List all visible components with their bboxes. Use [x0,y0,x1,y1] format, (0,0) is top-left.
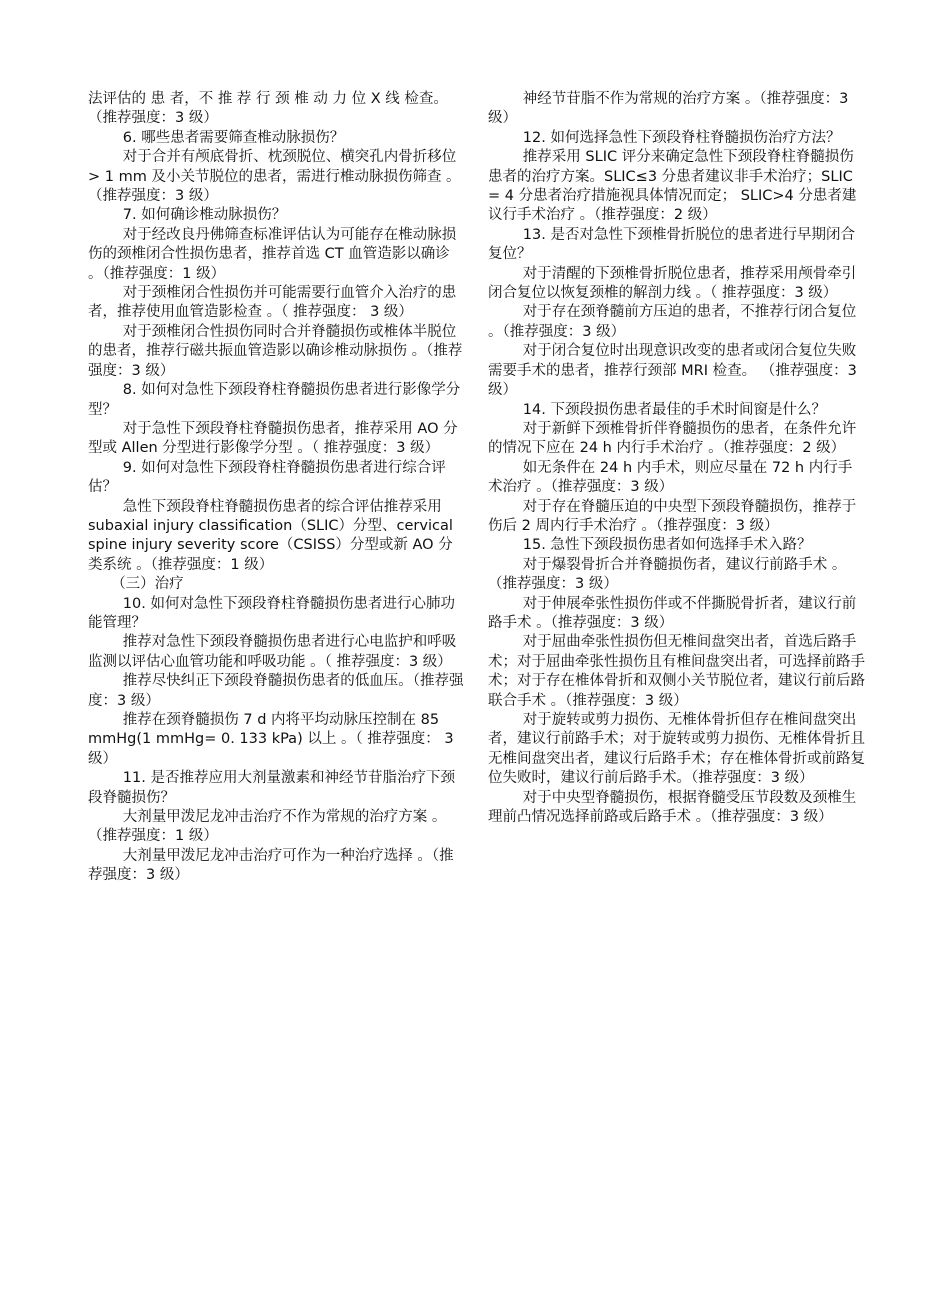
left-column [88,90,466,886]
body-paragraph: 推荐在颈脊髓损伤 7 d 内将平均动脉压控制在 85 mmHg(1 mmHg= 0. 133 kPa) 以上 。（ 推荐强度： 3 级） [88,712,454,767]
body-paragraph: 大剂量甲泼尼龙冲击治疗不作为常规的治疗方案 。（推荐强度：1 级） [88,809,447,845]
body-paragraph: 对于闭合复位时出现意识改变的患者或闭合复位失败需要手术的患者，推荐行颈部 MRI 检查。 （推荐强度：3 级） [488,343,857,399]
body-paragraph: 推荐对急性下颈段脊髓损伤患者进行心电监护和呼吸监测以评估心血管功能和呼吸功能 。（ 推荐强度：3 级） [88,634,457,670]
body-paragraph: 对于存在脊髓压迫的中央型下颈段脊髓损伤，推荐于伤后 2 周内行手术治疗 。（推荐强度：3 级） [488,498,857,534]
body-paragraph: 对于新鲜下颈椎骨折伴脊髓损伤的患者，在条件允许的情况下应在 24 h 内行手术治疗 。（推荐强度：2 级） [488,420,857,457]
section-heading: （三）治疗 [111,576,184,593]
question-heading: 9. 如何对急性下颈段脊柱脊髓损伤患者进行综合评估？ [88,459,446,496]
body-paragraph: 对于经改良丹佛筛查标准评估认为可能存在椎动脉损伤的颈椎闭合性损伤患者，推荐首选 CT 血管造影以确诊 。（推荐强度：1 级） [88,226,457,282]
body-paragraph: 大剂量甲泼尼龙冲击治疗可作为一种治疗选择 。（推荐强度：3 级） [88,847,454,884]
question-heading: 14. 下颈段损伤患者最佳的手术时间窗是什么？ [522,401,826,418]
body-paragraph: 对于合并有颅底骨折、枕颈脱位、横突孔内骨折移位 > 1 mm 及小关节脱位的患者，需进行椎动脉损伤筛查 。（推荐强度：3 级） [88,149,461,205]
question-heading: 13. 是否对急性下颈椎骨折脱位的患者进行早期闭合复位？ [488,226,855,263]
right-column [488,90,866,827]
body-paragraph: 急性下颈段脊柱脊髓损伤患者的综合评估推荐采用 subaxial injury classification（SLIC）分型、cervical spine injury severity score（CSISS）分型或新 AO 分类系统 。（推荐强度：1 级） [88,498,453,573]
body-paragraph: 对于旋转或剪力损伤、无椎体骨折但存在椎间盘突出者，建议行前路手术；对于旋转或剪力损伤、无椎体骨折且无椎间盘突出者，建议行后路手术；存在椎体骨折或前路复位失败时，建议行前后路手术。（推荐强度：3 级） [488,712,865,787]
continued-paragraph: 法评估的 患 者，不 推 荐 行 颈 椎 动 力 位 X 线 检查。 （推荐强度：3 级） [88,91,448,127]
question-heading: 6. 哪些患者需要筛查椎动脉损伤？ [122,129,345,146]
body-paragraph: 神经节苷脂不作为常规的治疗方案 。（推荐强度：3 级） [488,91,849,127]
question-heading: 11. 是否推荐应用大剂量激素和神经节苷脂治疗下颈段脊髓损伤？ [88,770,455,806]
body-paragraph: 对于颈椎闭合性损伤同时合并脊髓损伤或椎体半脱位的患者，推荐行磁共振血管造影以确诊椎动脉损伤 。（推荐强度：3 级） [88,323,463,379]
body-paragraph: 推荐采用 SLIC 评分来确定急性下颈段脊柱脊髓损伤患者的治疗方案。SLIC≤3 分患者建议非手术治疗；SLIC = 4 分患者治疗措施视具体情况而定； SLIC>4 分患者建议行手术治疗 。（推荐强度：2 级） [488,149,857,224]
question-heading: 10. 如何对急性下颈段脊柱脊髓损伤患者进行心肺功能管理？ [88,595,455,631]
question-heading: 8. 如何对急性下颈段脊柱脊髓损伤患者进行影像学分型？ [88,382,461,418]
body-paragraph: 对于颈椎闭合性损伤并可能需要行血管介入治疗的患者，推荐使用血管造影检查 。（ 推荐强度： 3 级） [88,285,457,321]
question-heading: 12. 如何选择急性下颈段脊柱脊髓损伤治疗方法？ [522,129,841,146]
body-paragraph: 对于爆裂骨折合并脊髓损伤者，建议行前路手术 。（推荐强度：3 级） [488,556,847,593]
question-heading: 15. 急性下颈段损伤患者如何选择手术入路？ [522,537,812,554]
body-paragraph: 对于屈曲牵张性损伤但无椎间盘突出者，首选后路手术；对于屈曲牵张性损伤且有椎间盘突出者，可选择前路手术；对于存在椎体骨折和双侧小关节脱位者，建议行前后路联合手术 。（推荐强度：3 级） [488,634,865,709]
body-paragraph: 对于存在颈脊髓前方压迫的患者，不推荐行闭合复位 。（推荐强度：3 级） [488,304,857,340]
body-paragraph: 对于中央型脊髓损伤，根据脊髓受压节段数及颈椎生理前凸情况选择前路或后路手术 。（推荐强度：3 级） [488,789,857,826]
body-paragraph: 对于伸展牵张性损伤伴或不伴撕脱骨折者，建议行前路手术 。（推荐强度：3 级） [488,595,857,631]
body-paragraph: 对于急性下颈段脊柱脊髓损伤患者，推荐采用 AO 分型或 Allen 分型进行影像学分型 。（ 推荐强度：3 级） [88,420,458,457]
body-paragraph: 对于清醒的下颈椎骨折脱位患者，推荐采用颅骨牵引闭合复位以恢复颈椎的解剖力线 。（ 推荐强度：3 级） [488,265,857,302]
body-paragraph: 推荐尽快纠正下颈段脊髓损伤患者的低血压。（推荐强度：3 级） [88,673,464,709]
body-paragraph: 如无条件在 24 h 内手术，则应尽量在 72 h 内行手术治疗 。（推荐强度：3 级） [488,459,853,496]
question-heading: 7. 如何确诊椎动脉损伤？ [122,207,287,224]
